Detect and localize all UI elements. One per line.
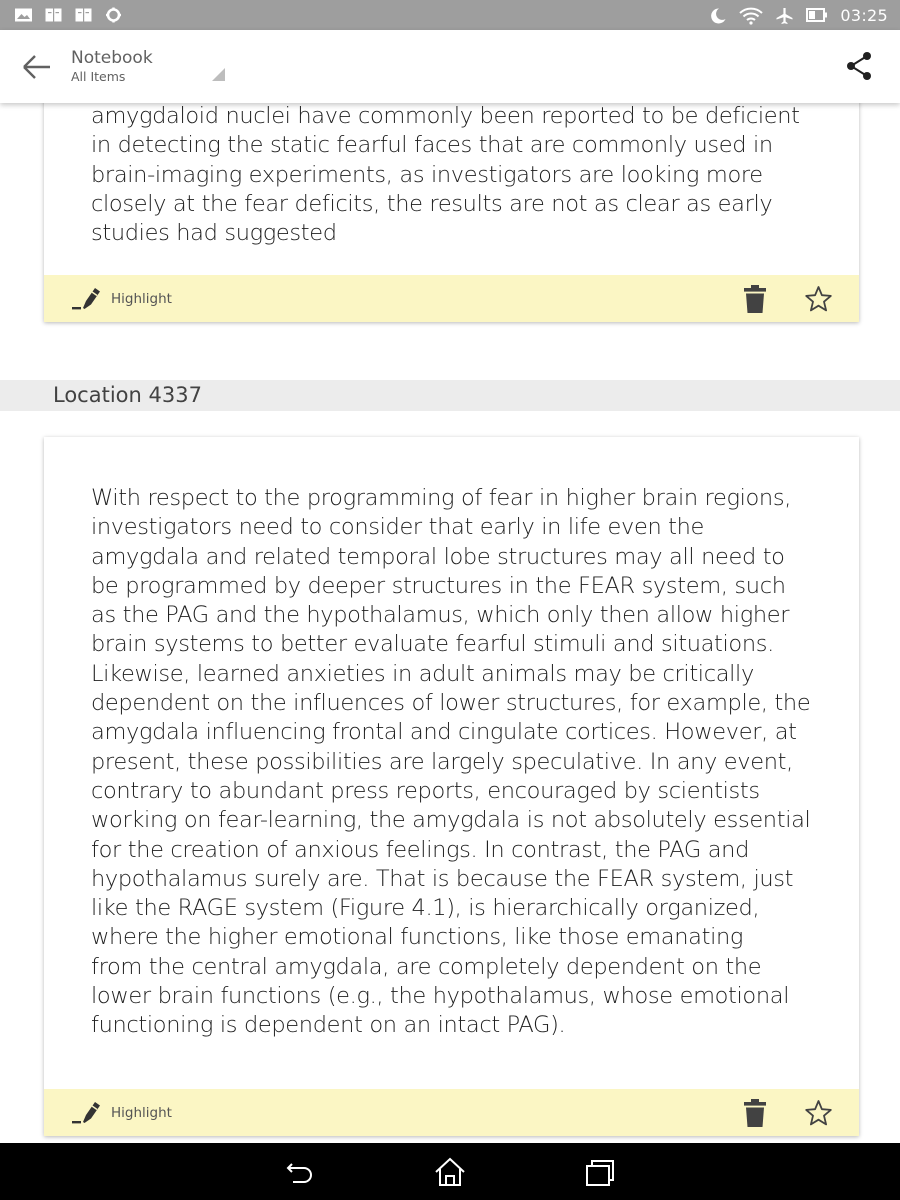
nav-back-button[interactable]: [284, 1156, 316, 1188]
app-title: Notebook: [71, 48, 153, 68]
book-icon: [44, 7, 63, 23]
filter-selector[interactable]: All Items: [71, 69, 126, 84]
nav-home-icon: [434, 1156, 466, 1188]
note-card: [44, 437, 859, 1136]
status-time: 03:25: [840, 5, 888, 25]
note-footer: [44, 275, 859, 322]
star-outline-icon: [804, 285, 833, 313]
trash-icon: [743, 1098, 767, 1128]
navigation-bar: [0, 1143, 900, 1200]
dropdown-triangle-icon[interactable]: [210, 66, 226, 82]
battery-icon: [806, 7, 828, 23]
note-footer: [44, 1089, 859, 1136]
nav-home-button[interactable]: [434, 1156, 466, 1188]
location-header: [0, 380, 900, 411]
delete-button[interactable]: [741, 1097, 769, 1129]
share-icon: [844, 50, 874, 82]
star-outline-icon: [804, 1099, 833, 1127]
back-button[interactable]: [20, 50, 54, 84]
note-text: With respect to the programming of fear in higher brain regions, investigators need to consider that early in life even the amygdala and related temporal lobe structures may all need to be programmed by deeper structures in the FEAR system, such as the PAG and the hypothalamus, which only then allow higher brain systems to better evaluate fearful stimuli and situations. Likewise, learned anxieties in adult animals may be critically dependent on the influences of lower structures, for example, the amygdala influencing frontal and cingulate cortices. However, at present, these possibilities are largely speculative. In any event, contrary to abundant press reports, encouraged by scientists working on fear-learning, the amygdala is not absolutely essential for the creation of anxious feelings. In contrast, the PAG and hypothalamus surely are. That is because the FEAR system, just like the RAGE system (Figure 4.1), is hierarchically organized, where the higher emotional functions, like those emanating from the central amygdala, are completely dependent on the lower brain functions (e.g., the hypothalamus, whose emotional functioning is dependent on an intact PAG).: [91, 485, 811, 1039]
note-text: amygdaloid nuclei have commonly been reported to be deficient in detecting the static fearful faces that are commonly used in brain-imaging experiments, as investigators are looking more closely at the fear deficits, the results are not as clear as early studies had suggested: [91, 103, 800, 247]
nav-back-icon: [284, 1156, 316, 1188]
highlight-label: Highlight: [111, 1104, 172, 1121]
book-icon: [74, 7, 93, 23]
favorite-button[interactable]: [803, 284, 833, 314]
nav-recents-button[interactable]: [584, 1156, 616, 1188]
settings-icon: [104, 7, 123, 23]
favorite-button[interactable]: [803, 1098, 833, 1128]
highlight-pen-icon: [70, 285, 102, 313]
gallery-icon: [14, 7, 33, 23]
trash-icon: [743, 284, 767, 314]
location-label: Location 4337: [53, 383, 202, 407]
highlight-label: Highlight: [111, 290, 172, 307]
delete-button[interactable]: [741, 283, 769, 315]
airplane-mode-icon: [775, 7, 794, 23]
app-bar: [0, 30, 900, 103]
do-not-disturb-moon-icon: [708, 7, 727, 23]
wifi-icon: [739, 7, 763, 23]
back-arrow-icon: [20, 50, 54, 84]
nav-recents-icon: [584, 1156, 616, 1188]
notebook-list[interactable]: [0, 30, 900, 1143]
highlight-pen-icon: [70, 1099, 102, 1127]
status-bar: [0, 0, 900, 30]
share-button[interactable]: [844, 50, 874, 82]
